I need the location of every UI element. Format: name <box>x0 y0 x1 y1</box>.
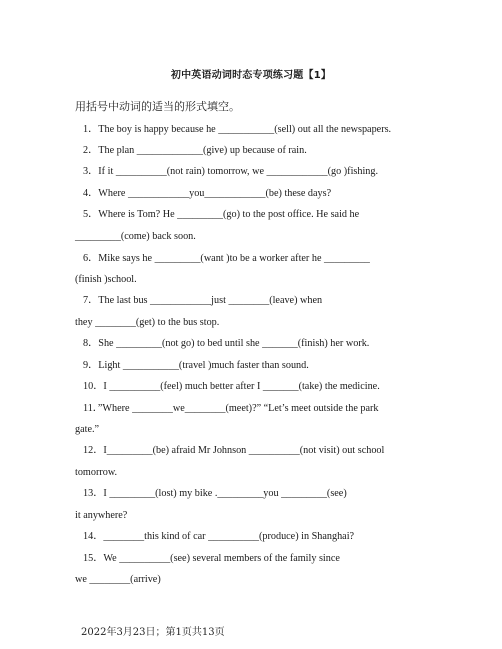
exercise-line: 13．I _________(lost) my bike ._________you _________(see) <box>83 488 347 499</box>
exercise-line: it anywhere? <box>75 510 128 521</box>
exercise-line: 3．If it __________(not rain) tomorrow, we ____________(go )fishing. <box>83 166 379 177</box>
exercise-line: 5．Where is Tom? He _________(go) to the post office. He said he <box>83 209 360 220</box>
exercise-line: they ________(get) to the bus stop. <box>75 317 220 328</box>
exercise-line: we ________(arrive) <box>75 574 161 585</box>
exercise-line: 2．The plan _____________(give) up because of rain. <box>83 145 307 156</box>
exercise-line: 9．Light ___________(travel )much faster than sound. <box>83 360 309 371</box>
exercise-line: _________(come) back soon. <box>75 231 196 242</box>
exercise-line: 7．The last bus ____________just ________(leave) when <box>83 295 323 306</box>
page-title: 初中英语动词时态专项练习题【1】 <box>170 70 332 81</box>
exercise-line: 14．________this kind of car __________(produce) in Shanghai? <box>83 531 355 542</box>
exercise-line: (finish )school. <box>75 274 137 285</box>
exercise-line: tomorrow. <box>75 467 118 478</box>
exercise-line: 8．She _________(not go) to bed until she _______(finish) her work. <box>83 338 370 349</box>
exercise-line: gate.” <box>75 424 100 435</box>
exercise-line: 15．We __________(see) several members of the family since <box>83 553 340 564</box>
exercise-line: 1．The boy is happy because he ___________(sell) out all the newspapers. <box>83 124 392 135</box>
exercise-line: 12．I_________(be) afraid Mr Johnson __________(not visit) out school <box>83 445 385 456</box>
exercise-line: 4．Where ____________you____________(be) these days? <box>83 188 332 199</box>
exercise-line: 6．Mike says he _________(want )to be a worker after he _________ <box>83 253 370 264</box>
exercise-line: 10．I __________(feel) much better after I _______(take) the medicine. <box>83 381 380 392</box>
exercise-line: 11．”Where ________we________(meet)?” “Let’s meet outside the park <box>83 403 379 414</box>
instruction-text: 用括号中动词的适当的形式填空。 <box>75 100 240 113</box>
page-footer: 2022年3月23日；第1页共13页 <box>81 627 225 638</box>
